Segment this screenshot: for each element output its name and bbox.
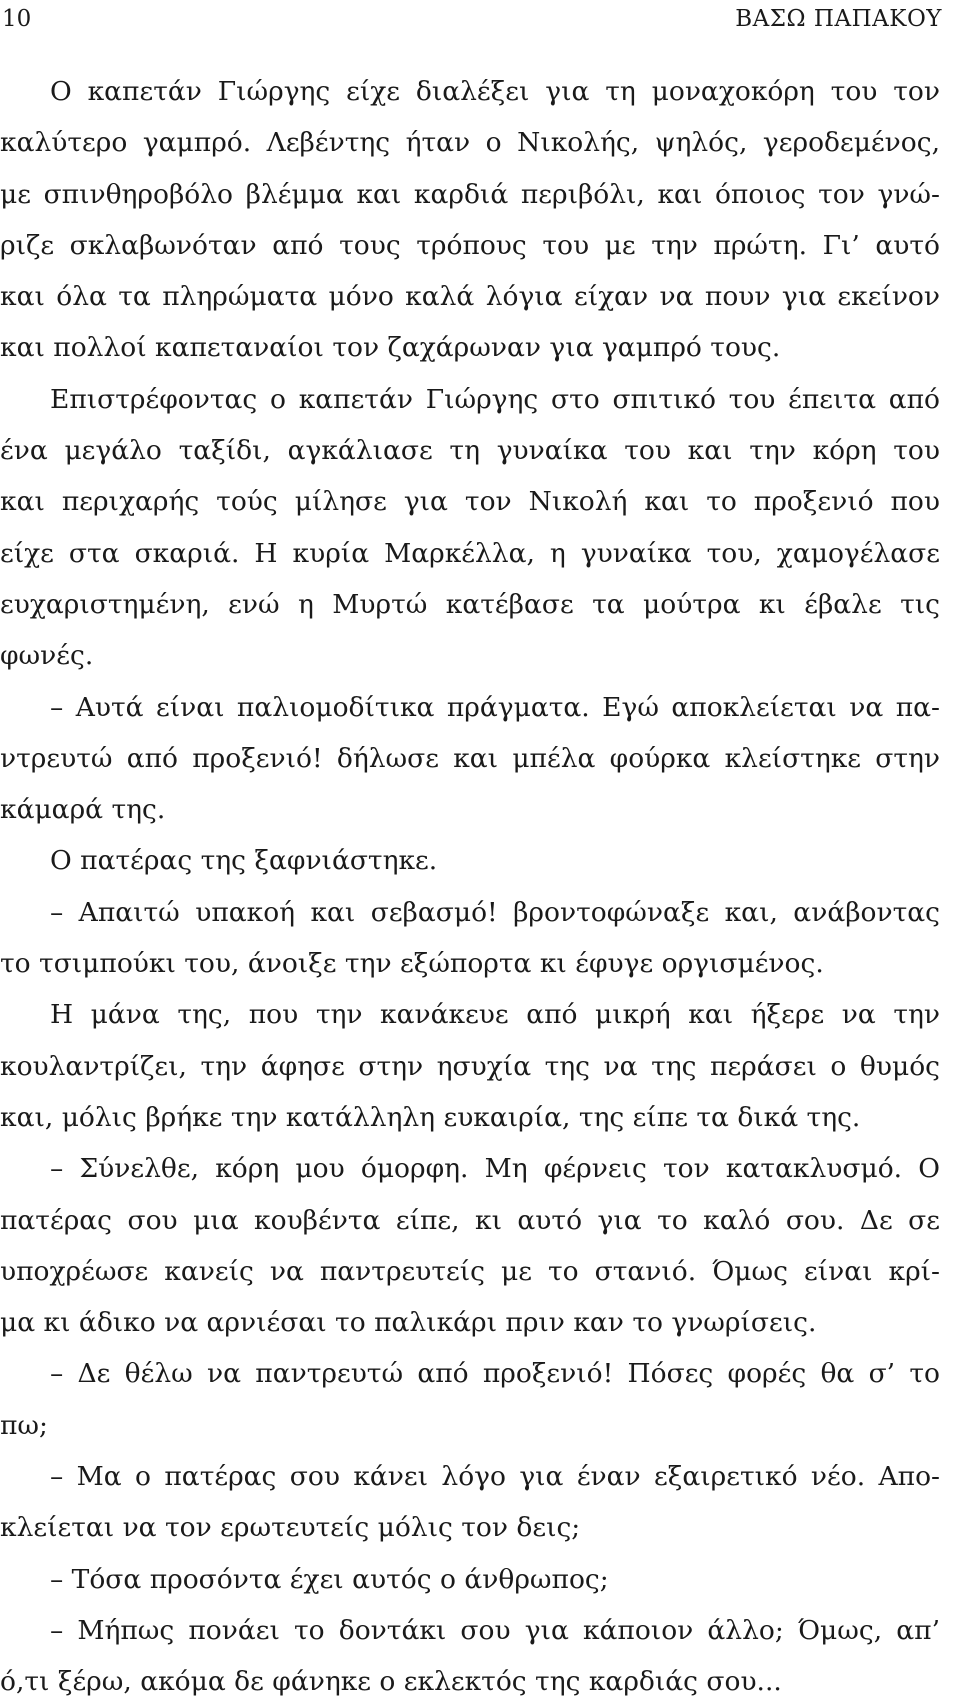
text-line: – Σύνελθε, κόρη μου όμορφη. Μη φέρνεις τον κατακλυσμό. Ο: [50, 1153, 940, 1185]
running-title-author: ΒΑΣΩ ΠΑΠΑΚΟΥ: [735, 6, 942, 32]
text-line: Ο καπετάν Γιώργης είχε διαλέξει για τη μοναχοκόρη του τον: [50, 76, 940, 107]
text-line: και περιχαρής τούς μίλησε για τον Νικολή και το προξενιό που: [0, 486, 940, 518]
text-line: – Αυτά είναι παλιομοδίτικα πράγματα. Εγώ αποκλείεται να πα-: [50, 691, 940, 723]
text-line: φωνές.: [0, 640, 94, 672]
text-line: ευχαριστημένη, ενώ η Μυρτώ κατέβασε τα μούτρα κι έβαλε τις: [0, 588, 940, 620]
text-line: – Απαιτώ υπακοή και σεβασμό! βροντοφώναξε και, ανάβοντας: [50, 896, 940, 928]
text-line: Επιστρέφοντας ο καπετάν Γιώργης στο σπιτικό του έπειτα από: [50, 383, 940, 415]
text-line: είχε στα σκαριά. Η κυρία Μαρκέλλα, η γυναίκα του, χαμογέλασε: [0, 537, 940, 569]
text-line: ό,τι ξέρω, ακόμα δε φάνηκε ο εκλεκτός της καρδιάς σου...: [0, 1666, 782, 1698]
text-line: το τσιμπούκι του, άνοιξε την εξώπορτα κι έφυγε οργισμένος.: [0, 948, 824, 980]
text-line: με σπινθηροβόλο βλέμμα και καρδιά περιβόλι, και όποιος τον γνώ-: [0, 178, 940, 210]
text-line: και πολλοί καπεταναίοι τον ζαχάρωναν για γαμπρό τους.: [0, 332, 781, 364]
text-line: – Τόσα προσόντα έχει αυτός ο άνθρωπος;: [50, 1563, 609, 1595]
text-line: και όλα τα πληρώματα μόνο καλά λόγια είχαν να πουν για εκείνον: [0, 281, 940, 313]
text-line: μα κι άδικο να αρνιέσαι το παλικάρι πριν καν το γνωρίσεις.: [0, 1307, 817, 1339]
text-line: ένα μεγάλο ταξίδι, αγκάλιασε τη γυναίκα του και την κόρη του: [0, 435, 940, 467]
text-line: – Μήπως πονάει το δοντάκι σου για κάποιον άλλο; Όμως, απ’: [50, 1614, 940, 1646]
text-line: κλείεται να τον ερωτευτείς μόλις τον δεις;: [0, 1512, 581, 1544]
text-line: καλύτερο γαμπρό. Λεβέντης ήταν ο Νικολής, ψηλός, γεροδεμένος,: [0, 127, 940, 159]
text-line: πω;: [0, 1409, 48, 1441]
text-line: – Μα ο πατέρας σου κάνει λόγο για έναν εξαιρετικό νέο. Απο-: [50, 1461, 940, 1493]
text-line: Η μάνα της, που την κανάκευε από μικρή και ήξερε να την: [50, 999, 940, 1031]
text-line: κάμαρά της.: [0, 794, 166, 826]
text-line: κουλαντρίζει, την άφησε στην ησυχία της να της περάσει ο θυμός: [0, 1050, 940, 1082]
running-head: [0, 2, 942, 36]
text-line: – Δε θέλω να παντρευτώ από προξενιό! Πόσες φορές θα σ’ το: [50, 1358, 940, 1390]
page-number: 10: [2, 6, 32, 32]
body-text: [0, 66, 940, 1708]
text-line: υποχρέωσε κανείς να παντρευτείς με το στανιό. Όμως είναι κρί-: [0, 1255, 940, 1287]
text-line: πατέρας σου μια κουβέντα είπε, κι αυτό για το καλό σου. Δε σε: [0, 1204, 940, 1236]
text-line: ριζε σκλαβωνόταν από τους τρόπους του με την πρώτη. Γι’ αυτό: [0, 229, 940, 261]
text-line: Ο πατέρας της ξαφνιάστηκε.: [50, 845, 438, 877]
text-line: και, μόλις βρήκε την κατάλληλη ευκαιρία, της είπε τα δικά της.: [0, 1101, 861, 1133]
text-line: ντρευτώ από προξενιό! δήλωσε και μπέλα φούρκα κλείστηκε στην: [0, 742, 940, 774]
